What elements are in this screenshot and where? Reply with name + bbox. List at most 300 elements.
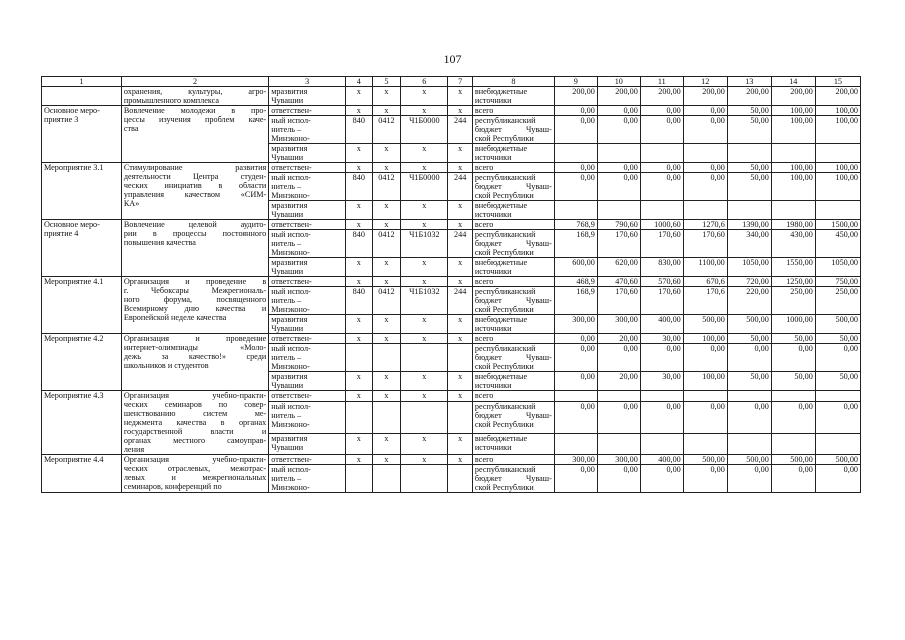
funding-source: [472, 402, 554, 433]
executor: [269, 116, 346, 144]
source-line: источники: [474, 381, 512, 390]
year-value: 1100,00: [683, 258, 727, 277]
source-line: ской Республики: [474, 248, 534, 257]
year-value: 50,00: [727, 334, 771, 344]
cell-line: мразвития: [271, 315, 308, 324]
year-value: 1390,00: [727, 220, 771, 230]
column-header: 8: [472, 77, 554, 87]
source-line: бюджет Чуваш-: [474, 239, 552, 248]
year-value: 200,00: [683, 87, 727, 106]
description-line: цессы изучения проблем каче-: [123, 115, 267, 124]
budget-code-c7: x: [448, 391, 473, 402]
description-line: Организация и проведение: [123, 334, 267, 343]
measure-name: [42, 163, 122, 220]
cell-line: нитель –: [271, 296, 302, 305]
year-value: 468,9: [554, 277, 597, 287]
year-value: [771, 433, 815, 454]
budget-code-c7: [448, 344, 473, 372]
source-line: республиканский: [474, 465, 536, 474]
description-line: шенствованию систем ме-: [123, 409, 267, 418]
year-value: [597, 144, 640, 163]
measure-description: [121, 87, 268, 106]
source-line: всего: [474, 334, 494, 343]
cell-line: нитель –: [271, 474, 302, 483]
description-line: ческих отраслевых, межотрас-: [123, 464, 267, 473]
year-value: 400,00: [640, 315, 683, 334]
funding-source: [472, 287, 554, 315]
table-row: [42, 455, 861, 465]
year-value: 50,00: [771, 334, 815, 344]
measure-name: [42, 334, 122, 391]
measure-description: [121, 334, 268, 391]
year-value: 0,00: [640, 465, 683, 493]
description-line: деятельности Центра студен-: [123, 172, 267, 181]
year-value: 0,00: [640, 344, 683, 372]
funding-source: [472, 106, 554, 116]
cell-line: мразвития: [271, 201, 308, 210]
year-value: 430,00: [771, 230, 815, 258]
cell-line: мразвития: [271, 258, 308, 267]
executor: [269, 106, 346, 116]
description-line: ного форума, посвященного: [123, 295, 267, 304]
year-value: 750,00: [815, 277, 860, 287]
year-value: 100,00: [815, 163, 860, 173]
year-value: 0,00: [683, 163, 727, 173]
year-value: [815, 201, 860, 220]
budget-code-c7: x: [448, 144, 473, 163]
column-header: 3: [269, 77, 346, 87]
year-value: [727, 433, 771, 454]
year-value: 768,9: [554, 220, 597, 230]
cell-line: ответствен-: [271, 163, 312, 172]
year-value: 0,00: [554, 106, 597, 116]
budget-code-c4: x: [346, 258, 373, 277]
funding-source: [472, 433, 554, 454]
year-value: 100,00: [771, 106, 815, 116]
funding-source: [472, 455, 554, 465]
budget-code-c7: x: [448, 201, 473, 220]
measure-name: [42, 87, 122, 106]
year-value: 670,6: [683, 277, 727, 287]
year-value: 620,00: [597, 258, 640, 277]
table-row: [42, 220, 861, 230]
column-header: 7: [448, 77, 473, 87]
budget-code-c5: 0412: [372, 230, 401, 258]
year-value: 50,00: [771, 372, 815, 391]
budget-code-c7: 244: [448, 173, 473, 201]
year-value: 340,00: [727, 230, 771, 258]
budget-code-c6: x: [401, 334, 448, 344]
column-header: 2: [121, 77, 268, 87]
year-value: 170,60: [640, 287, 683, 315]
budget-code-c6: Ч1Б1032: [401, 287, 448, 315]
budget-code-c6: Ч1Б0000: [401, 116, 448, 144]
budget-code-c5: x: [372, 372, 401, 391]
source-line: источники: [474, 153, 512, 162]
source-line: всего: [474, 455, 494, 464]
cell-line: Основное меро-: [44, 106, 100, 115]
cell-line: Чувашии: [271, 210, 304, 219]
description-line: Организация учебно-практи-: [123, 455, 267, 464]
year-value: 0,00: [597, 106, 640, 116]
year-value: 100,00: [683, 372, 727, 391]
budget-code-c6: x: [401, 258, 448, 277]
cell-line: ответствен-: [271, 455, 312, 464]
year-value: 200,00: [640, 87, 683, 106]
source-line: всего: [474, 106, 494, 115]
cell-line: Минэконо-: [271, 420, 310, 430]
year-value: 720,00: [727, 277, 771, 287]
description-line: ления: [123, 445, 145, 454]
year-value: [597, 391, 640, 402]
description-line: Организация и проведение в: [123, 277, 267, 286]
source-line: ской Республики: [474, 191, 534, 200]
description-line: КА»: [123, 199, 140, 208]
year-value: 200,00: [727, 87, 771, 106]
source-line: республиканский: [474, 230, 536, 239]
description-line: дежь за качество!» среди: [123, 352, 267, 361]
executor: [269, 334, 346, 344]
budget-code-c7: x: [448, 372, 473, 391]
year-value: 200,00: [554, 87, 597, 106]
budget-code-c4: [346, 344, 373, 372]
cell-line: мразвития: [271, 372, 308, 381]
description-line: ческих семинаров по совер-: [123, 400, 267, 409]
budget-code-c7: x: [448, 315, 473, 334]
year-value: 100,00: [815, 173, 860, 201]
budget-code-c6: Ч1Б0000: [401, 173, 448, 201]
source-line: внебюджетные: [474, 372, 528, 381]
budget-code-c6: x: [401, 455, 448, 465]
budget-code-c7: x: [448, 163, 473, 173]
description-line: управления качеством «СИМ-: [123, 190, 267, 199]
year-value: 500,00: [727, 315, 771, 334]
budget-code-c5: [372, 465, 401, 493]
executor: [269, 344, 346, 372]
description-line: органах местного самоуправ-: [123, 436, 267, 445]
year-value: [597, 433, 640, 454]
source-line: ской Республики: [474, 134, 534, 143]
year-value: 790,60: [597, 220, 640, 230]
description-line: г. Чебоксары Межрегиональ-: [123, 286, 267, 295]
year-value: 1000,60: [640, 220, 683, 230]
executor: [269, 372, 346, 391]
cell-line: мразвития: [271, 144, 308, 153]
year-value: 0,00: [554, 116, 597, 144]
budget-code-c6: x: [401, 201, 448, 220]
budget-code-c4: x: [346, 315, 373, 334]
year-value: 0,00: [727, 344, 771, 372]
year-value: 0,00: [683, 402, 727, 433]
cell-line: Минэконо-: [271, 248, 310, 257]
budget-code-c5: x: [372, 106, 401, 116]
year-value: 170,60: [597, 230, 640, 258]
budget-code-c5: x: [372, 277, 401, 287]
column-header: 15: [815, 77, 860, 87]
year-value: [597, 201, 640, 220]
year-value: 200,00: [771, 87, 815, 106]
column-header: 1: [42, 77, 122, 87]
year-value: 170,60: [683, 230, 727, 258]
budget-code-c6: x: [401, 277, 448, 287]
budget-code-c7: x: [448, 220, 473, 230]
year-value: [554, 433, 597, 454]
funding-source: [472, 144, 554, 163]
year-value: 500,00: [771, 455, 815, 465]
source-line: республиканский: [474, 402, 536, 412]
source-line: ской Республики: [474, 305, 534, 314]
cell-line: Минэконо-: [271, 191, 310, 200]
budget-code-c5: x: [372, 201, 401, 220]
budget-code-c4: x: [346, 87, 373, 106]
budget-code-c5: x: [372, 433, 401, 454]
year-value: 100,00: [771, 173, 815, 201]
description-line: семинаров, конференций по: [123, 482, 222, 491]
budget-code-c6: x: [401, 391, 448, 402]
budget-code-c5: x: [372, 315, 401, 334]
year-value: 0,00: [597, 465, 640, 493]
source-line: всего: [474, 163, 494, 172]
executor: [269, 220, 346, 230]
year-value: 300,00: [554, 315, 597, 334]
column-header: 5: [372, 77, 401, 87]
measure-description: [121, 455, 268, 493]
cell-line: нитель –: [271, 239, 302, 248]
measure-description: [121, 277, 268, 334]
source-line: республиканский: [474, 287, 536, 296]
source-line: бюджет Чуваш-: [474, 125, 552, 134]
budget-code-c4: x: [346, 163, 373, 173]
cell-line: нитель –: [271, 411, 302, 421]
description-line: ства: [123, 124, 139, 133]
source-line: источники: [474, 324, 512, 333]
budget-code-c5: x: [372, 87, 401, 106]
year-value: 1270,6: [683, 220, 727, 230]
year-value: [554, 391, 597, 402]
executor: [269, 163, 346, 173]
description-line: государственной власти и: [123, 427, 267, 436]
year-value: 200,00: [815, 87, 860, 106]
budget-code-c4: x: [346, 391, 373, 402]
year-value: 0,00: [683, 116, 727, 144]
year-value: 50,00: [815, 334, 860, 344]
budget-code-c6: x: [401, 163, 448, 173]
year-value: [554, 201, 597, 220]
cell-line: Мероприятие 4.1: [44, 277, 104, 286]
description-line: ческих инициатив в области: [123, 181, 267, 190]
measure-description: [121, 391, 268, 455]
column-header: 4: [346, 77, 373, 87]
cell-line: Мероприятие 4.2: [44, 334, 104, 343]
executor: [269, 277, 346, 287]
description-line: промышленного комплекса: [123, 96, 220, 105]
source-line: внебюджетные: [474, 315, 528, 324]
year-value: 0,00: [554, 163, 597, 173]
year-value: 0,00: [771, 402, 815, 433]
year-value: 0,00: [683, 173, 727, 201]
year-value: 0,00: [815, 344, 860, 372]
executor: [269, 201, 346, 220]
funding-source: [472, 87, 554, 106]
cell-line: Чувашии: [271, 442, 304, 452]
executor: [269, 465, 346, 493]
page-number: 107: [443, 52, 462, 66]
budget-code-c7: 244: [448, 116, 473, 144]
source-line: внебюджетные: [474, 87, 528, 96]
executor: [269, 391, 346, 402]
cell-line: Чувашии: [271, 324, 304, 333]
year-value: 0,00: [683, 106, 727, 116]
description-line: неджмента качества в органах: [123, 418, 267, 427]
budget-code-c6: x: [401, 372, 448, 391]
year-value: 0,00: [554, 344, 597, 372]
description-line: Организация учебно-практи-: [123, 391, 267, 400]
cell-line: ный испол-: [271, 402, 311, 412]
budget-code-c5: x: [372, 455, 401, 465]
budget-code-c5: x: [372, 391, 401, 402]
budget-code-c7: x: [448, 277, 473, 287]
source-line: всего: [474, 220, 494, 229]
measure-name: [42, 220, 122, 277]
funding-source: [472, 163, 554, 173]
executor: [269, 87, 346, 106]
year-value: 0,00: [815, 402, 860, 433]
budget-code-c4: x: [346, 106, 373, 116]
measure-name: [42, 391, 122, 455]
source-line: источники: [474, 267, 512, 276]
budget-code-c5: x: [372, 334, 401, 344]
description-line: Всемирному дню качества и: [123, 304, 267, 313]
budget-code-c4: x: [346, 433, 373, 454]
year-value: [771, 201, 815, 220]
column-header: 12: [683, 77, 727, 87]
funding-source: [472, 344, 554, 372]
budget-code-c6: x: [401, 220, 448, 230]
year-value: 250,00: [815, 287, 860, 315]
year-value: 0,00: [597, 163, 640, 173]
budget-code-c7: x: [448, 455, 473, 465]
year-value: 30,00: [640, 334, 683, 344]
year-value: [683, 391, 727, 402]
year-value: [771, 391, 815, 402]
cell-line: Чувашии: [271, 381, 304, 390]
year-value: 400,00: [640, 455, 683, 465]
year-value: 0,00: [727, 465, 771, 493]
cell-line: приятие 3: [44, 115, 79, 124]
budget-code-c6: [401, 344, 448, 372]
year-value: 0,00: [554, 334, 597, 344]
cell-line: мразвития: [271, 433, 308, 443]
year-value: 0,00: [554, 173, 597, 201]
measure-name: [42, 455, 122, 493]
budget-code-c6: x: [401, 106, 448, 116]
budget-code-c4: [346, 465, 373, 493]
budget-code-c4: x: [346, 201, 373, 220]
description-line: Вовлечение целевой аудито-: [123, 220, 267, 229]
budget-code-c5: 0412: [372, 287, 401, 315]
year-value: 0,00: [727, 402, 771, 433]
source-line: ской Республики: [474, 483, 534, 492]
year-value: 1250,00: [771, 277, 815, 287]
year-value: 100,00: [683, 334, 727, 344]
executor: [269, 287, 346, 315]
budget-code-c4: 840: [346, 116, 373, 144]
measure-name: [42, 277, 122, 334]
source-line: бюджет Чуваш-: [474, 296, 552, 305]
column-header: 13: [727, 77, 771, 87]
budget-code-c4: 840: [346, 287, 373, 315]
budget-code-c4: x: [346, 220, 373, 230]
year-value: 0,00: [640, 402, 683, 433]
budget-code-c6: [401, 402, 448, 433]
year-value: 0,00: [771, 465, 815, 493]
year-value: [640, 201, 683, 220]
cell-line: нитель –: [271, 125, 302, 134]
budget-code-c4: x: [346, 334, 373, 344]
cell-line: Мероприятие 3.1: [44, 163, 104, 172]
year-value: [771, 144, 815, 163]
budget-code-c7: x: [448, 433, 473, 454]
year-value: 830,00: [640, 258, 683, 277]
year-value: 170,60: [597, 287, 640, 315]
cell-line: ответствен-: [271, 106, 312, 115]
year-value: 1050,00: [815, 258, 860, 277]
cell-line: приятие 4: [44, 229, 79, 238]
year-value: 0,00: [640, 106, 683, 116]
year-value: 200,00: [597, 87, 640, 106]
year-value: 100,00: [815, 116, 860, 144]
year-value: 220,00: [727, 287, 771, 315]
year-value: 0,00: [554, 465, 597, 493]
cell-line: ответствен-: [271, 334, 312, 343]
year-value: 170,60: [640, 230, 683, 258]
budget-code-c7: 244: [448, 287, 473, 315]
year-value: 168,9: [554, 287, 597, 315]
funding-source: [472, 230, 554, 258]
cell-line: ответствен-: [271, 277, 312, 286]
source-line: бюджет Чуваш-: [474, 411, 552, 421]
budget-code-c6: x: [401, 315, 448, 334]
year-value: 50,00: [727, 163, 771, 173]
budget-code-c5: x: [372, 220, 401, 230]
column-header: 10: [597, 77, 640, 87]
header-row: [42, 77, 861, 87]
cell-line: Чувашии: [271, 153, 304, 162]
executor: [269, 315, 346, 334]
source-line: всего: [474, 391, 494, 400]
year-value: 1980,00: [771, 220, 815, 230]
measure-description: [121, 106, 268, 163]
budget-code-c6: [401, 465, 448, 493]
year-value: 1500,00: [815, 220, 860, 230]
year-value: [727, 201, 771, 220]
cell-line: ный испол-: [271, 287, 311, 296]
budget-code-c4: x: [346, 455, 373, 465]
executor: [269, 402, 346, 433]
description-line: интернет-олимпиады «Моло-: [123, 343, 267, 352]
table-row: [42, 87, 861, 106]
cell-line: ный испол-: [271, 173, 311, 182]
funding-source: [472, 334, 554, 344]
executor: [269, 173, 346, 201]
cell-line: ный испол-: [271, 116, 311, 125]
year-value: 20,00: [597, 372, 640, 391]
year-value: 50,00: [727, 106, 771, 116]
year-value: 0,00: [683, 465, 727, 493]
funding-source: [472, 391, 554, 402]
cell-line: мразвития: [271, 87, 308, 96]
column-header: 14: [771, 77, 815, 87]
